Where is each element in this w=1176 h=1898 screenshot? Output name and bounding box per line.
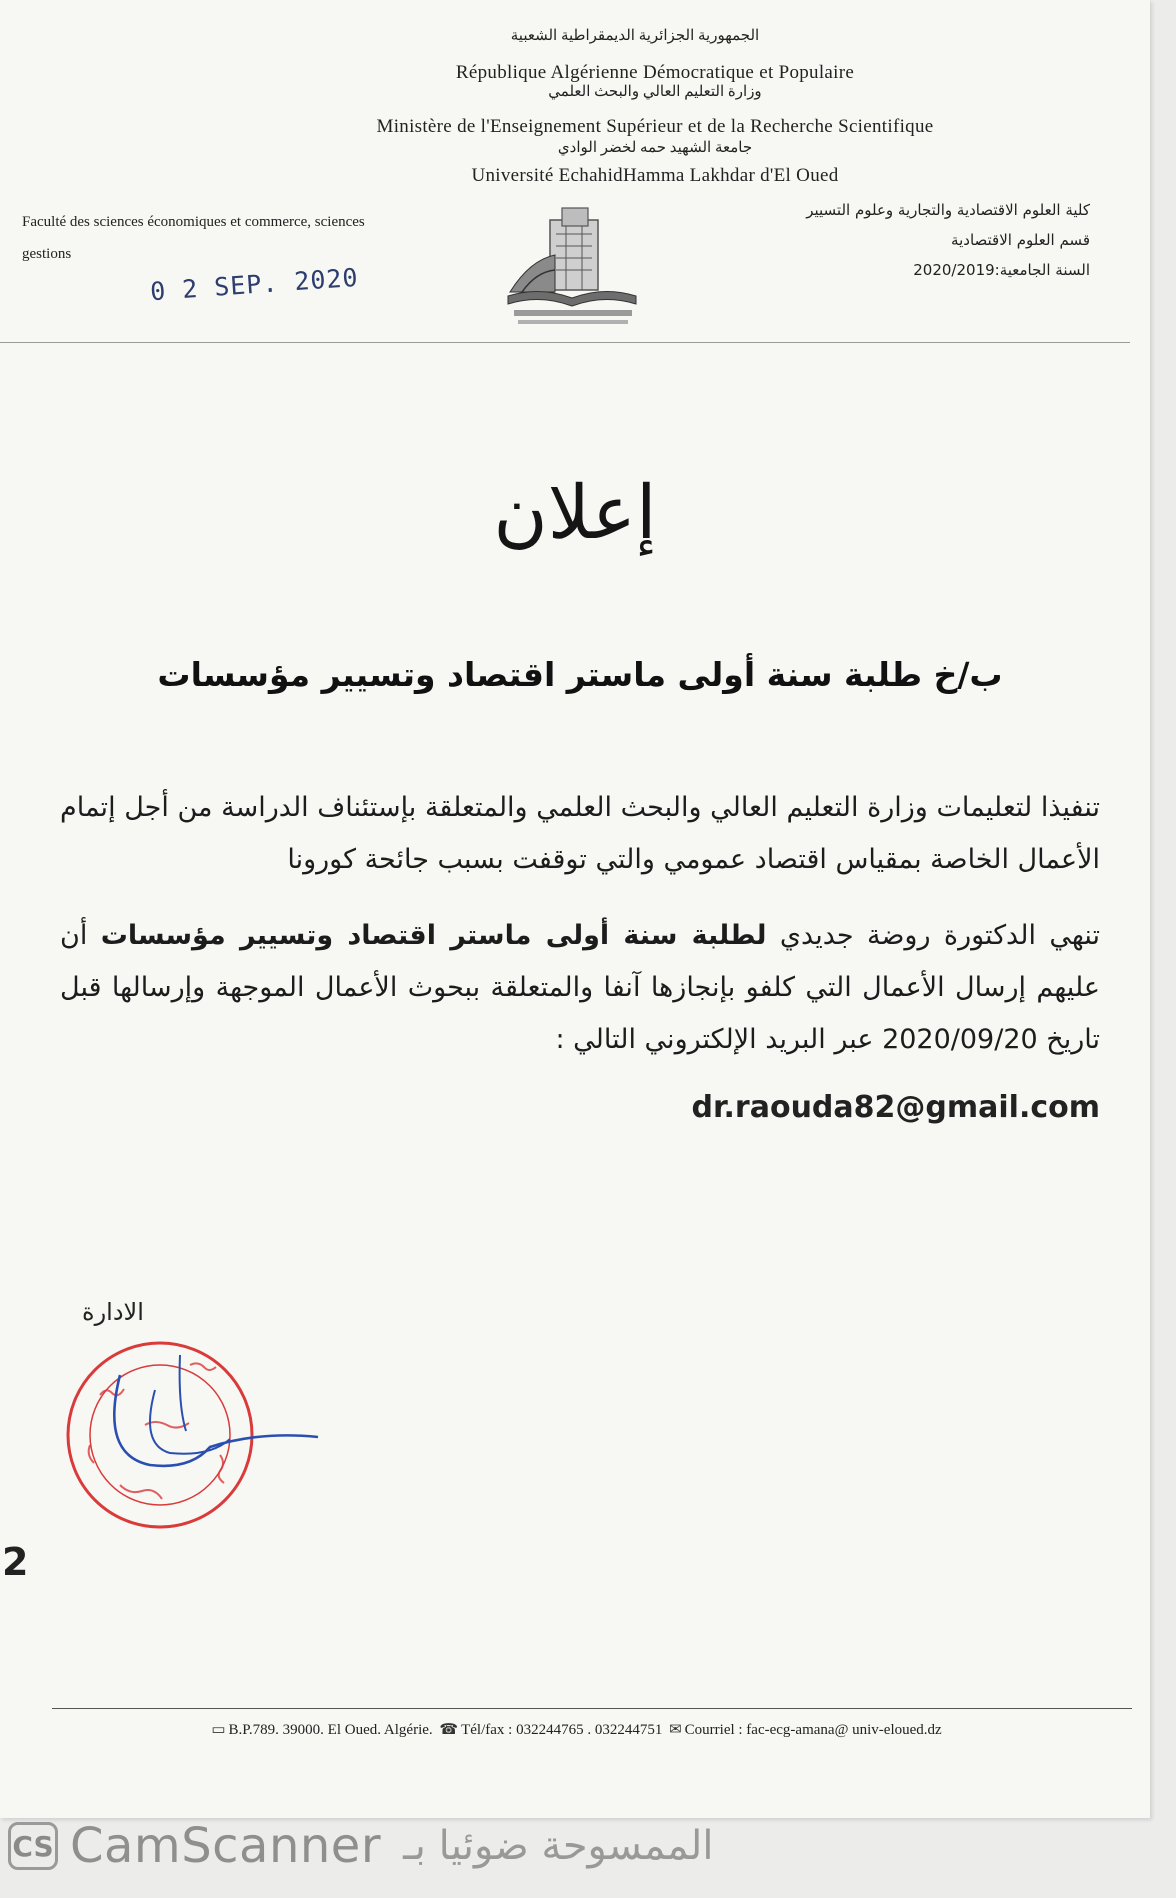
paragraph-1: تنفيذا لتعليمات وزارة التعليم العالي والبحث العلمي والمتعلقة بإستئناف الدراسة من أجل إتمام الأعمال الخاصة بمقياس اقتصاد عمومي والتي توقفت بسبب جائحة كورونا bbox=[60, 792, 1100, 875]
university-logo-icon bbox=[500, 200, 645, 330]
footer-contact bbox=[0, 1720, 1150, 1739]
university-french: Université EchahidHamma Lakhdar d'El Oued bbox=[471, 165, 839, 186]
faculty-arabic: كلية العلوم الاقتصادية والتجارية وعلوم التسيير bbox=[806, 201, 1090, 219]
footer-email: Courriel : fac-ecg-amana@ univ-eloued.dz bbox=[684, 1722, 942, 1738]
faculty-arabic-block bbox=[670, 195, 1090, 285]
header-divider bbox=[0, 342, 1130, 343]
paragraph-2-bold: لطلبة سنة أولى ماستر اقتصاد وتسيير مؤسسات bbox=[100, 920, 767, 951]
camscanner-logo-icon: CS bbox=[8, 1822, 58, 1870]
paragraph-2-end: أن عليهم إرسال الأعمال التي كلفو بإنجازها آنفا والمتعلقة ببحوث الأعمال الموجهة وإرسالها قبل تاريخ 2020/09/20 عبر البريد الإلكتروني التالي : bbox=[60, 920, 1100, 1055]
paragraph-2-start: تنهي الدكتورة روضة جديدي bbox=[766, 920, 1100, 951]
faculty-french-line: gestions bbox=[22, 246, 72, 262]
mailbox-icon: ▭ bbox=[211, 1722, 226, 1738]
administration-label: الادارة bbox=[82, 1298, 144, 1326]
ministry-arabic: وزارة التعليم العالي والبحث العلمي bbox=[548, 84, 762, 100]
faculty-french-block bbox=[22, 206, 482, 270]
paragraph-2 bbox=[60, 910, 1100, 1066]
date-stamp: 0 2 SEP. 2020 bbox=[149, 262, 360, 307]
ministry-french: Ministère de l'Enseignement Supérieur et de la Recherche Scientifique bbox=[376, 116, 934, 137]
academic-year: السنة الجامعية:2020/2019 bbox=[913, 261, 1090, 279]
university-arabic: جامعة الشهيد حمه لخضر الوادي bbox=[557, 140, 753, 156]
footer-divider bbox=[52, 1708, 1132, 1709]
official-seal-icon bbox=[60, 1335, 325, 1535]
republic-arabic: الجمهورية الجزائرية الديمقراطية الشعبية bbox=[510, 28, 760, 44]
camscanner-watermark bbox=[8, 1816, 713, 1876]
mail-icon: ✉ bbox=[669, 1722, 682, 1738]
footer-address: B.P.789. 39000. El Oued. Algérie. bbox=[228, 1722, 433, 1738]
phone-icon: ☎ bbox=[439, 1722, 459, 1738]
contact-email: dr.raouda82@gmail.com bbox=[691, 1090, 1100, 1125]
camscanner-arabic: الممسوحة ضوئيا بـ bbox=[403, 1823, 714, 1869]
republic-french: République Algérienne Démocratique et Populaire bbox=[455, 62, 855, 83]
camscanner-brand: CamScanner bbox=[70, 1818, 382, 1874]
department-arabic: قسم العلوم الاقتصادية bbox=[951, 231, 1090, 249]
announcement-subtitle: ب/خ طلبة سنة أولى ماستر اقتصاد وتسيير مؤسسات bbox=[157, 655, 1003, 694]
footer-phone: Tél/fax : 032244765 . 032244751 bbox=[461, 1722, 663, 1738]
page-margin-mark: 2 bbox=[2, 1540, 29, 1584]
faculty-french-line: Faculté des sciences économiques et commerce, sciences bbox=[22, 214, 365, 230]
announcement-title: إعلان bbox=[493, 470, 657, 556]
